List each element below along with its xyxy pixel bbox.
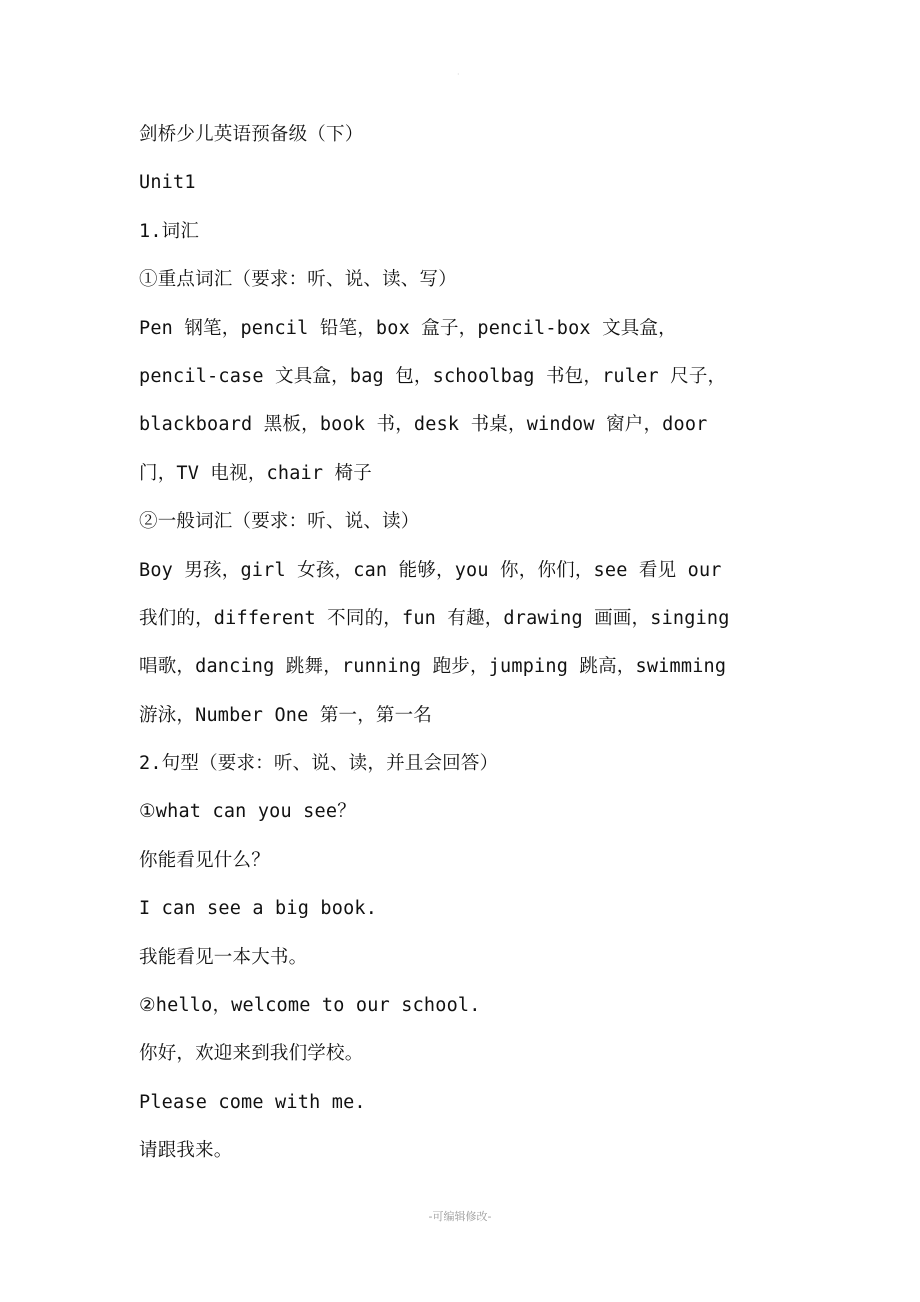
sentence-chinese: 你好，欢迎来到我们学校。 bbox=[139, 1043, 364, 1065]
sentence-chinese: 你能看见什么？ bbox=[139, 849, 270, 871]
section-heading-sentence-patterns: 2.句型（要求：听、说、读，并且会回答） bbox=[139, 753, 499, 775]
section-heading-vocabulary: 1.词汇 bbox=[139, 220, 200, 242]
unit-heading: Unit1 bbox=[139, 172, 196, 194]
page-footer: -可编辑修改- bbox=[428, 1210, 492, 1223]
document-title: 剑桥少儿英语预备级（下） bbox=[139, 124, 364, 145]
text-line: Boy 男孩，girl 女孩，can 能够，you 你，你们，see 看见 our bbox=[139, 559, 722, 581]
subsection-heading-general-vocabulary: ②一般词汇（要求：听、说、读） bbox=[139, 511, 420, 533]
text-line: 游泳，Number One 第一，第一名 bbox=[139, 704, 433, 726]
document-body bbox=[139, 114, 819, 1179]
text-line: pencil-case 文具盒，bag 包，schoolbag 书包，ruler 尺子， bbox=[139, 365, 727, 387]
sentence-english: I can see a big book. bbox=[139, 898, 378, 920]
text-line: blackboard 黑板，book 书，desk 书桌，window 窗户，door bbox=[139, 414, 708, 436]
sentence-english: ①what can you see？ bbox=[139, 801, 356, 823]
text-line: 唱歌，dancing 跳舞，running 跑步，jumping 跳高，swimming bbox=[139, 656, 727, 678]
sentence-chinese: 请跟我来。 bbox=[139, 1140, 233, 1162]
sentence-english: Please come with me. bbox=[139, 1091, 366, 1113]
text-line: 门，TV 电视，chair 椅子 bbox=[139, 462, 372, 484]
text-line: Pen 钢笔，pencil 铅笔，box 盒子，pencil-box 文具盒， bbox=[139, 317, 677, 339]
top-mark: · bbox=[457, 70, 460, 79]
sentence-chinese: 我能看见一本大书。 bbox=[139, 946, 308, 968]
text-line: 我们的，different 不同的，fun 有趣，drawing 画画，singing bbox=[139, 607, 730, 629]
sentence-english: ②hello，welcome to our school. bbox=[139, 995, 481, 1017]
subsection-heading-key-vocabulary: ①重点词汇（要求：听、说、读、写） bbox=[139, 269, 457, 291]
